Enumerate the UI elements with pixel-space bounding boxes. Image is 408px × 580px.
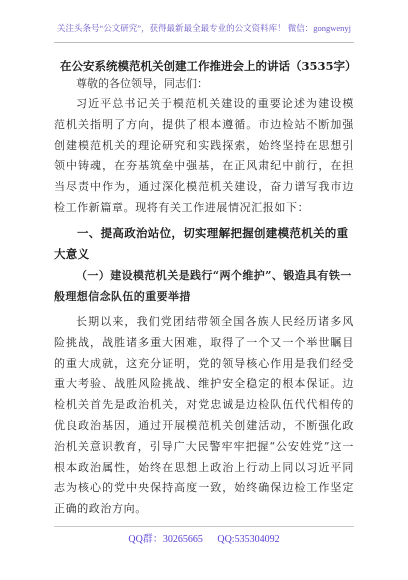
footer-divider [54, 526, 354, 527]
document-title: 在公安系统模范机关创建工作推进会上的讲话（3535字） [60, 59, 357, 73]
section-heading: 一、提高政治站位，切实理解把握创建模范机关的重大意义 [54, 225, 349, 261]
subsection-heading: （一）建设模范机关是践行“两个维护”、锻造具有铁一般理想信念队伍的重要举措 [54, 269, 352, 304]
footer-qq: QQ:535304092 [217, 534, 280, 545]
header-divider [54, 42, 354, 43]
intro-paragraph: 习近平总书记关于模范机关建设的重要论述为建设模范机关指明了方向，提供了根本遵循。市边检站不断加强创建模范机关的理论研究和实践探索，始终坚持在思想引领中铸魂，在夯基筑垒中强基，在正风肃纪中前行，在担当尽责中作为，通过深化模范机关建设，奋力谱写我市边检工作新篇章。现将有关工作进展情况汇报如下： [54, 97, 354, 214]
salutation: 尊敬的各位领导，同志们： [76, 77, 208, 90]
footer-qq-group: QQ群：30265665 [128, 534, 203, 545]
document-page [54, 50, 357, 520]
footer [0, 530, 408, 545]
header-banner: 关注头条号“公文研究”，获得最新最全最专业的公文资料库！ 微信：gongwenyj [57, 23, 351, 33]
body-paragraph: 长期以来，我们党团结带领全国各族人民经历诸多风险挑战，战胜诸多重大困难，取得了一个又一个举世瞩目的重大成就，这充分证明，党的领导核心作用是我们经受重大考验、战胜风险挑战、维护安全稳定的根本保证。边检机关首先是政治机关，对党忠诚是边检队伍代代相传的优良政治基因，通过开展模范机关创建活动，不断强化政治机关意识教育，引导广大民警牢牢把握“公安姓党”这一根本政治属性，始终在思想上政治上行动上同以习近平同志为核心的党中央保持高度一致，始终确保边检工作坚定正确的政治方向。 [54, 314, 354, 516]
